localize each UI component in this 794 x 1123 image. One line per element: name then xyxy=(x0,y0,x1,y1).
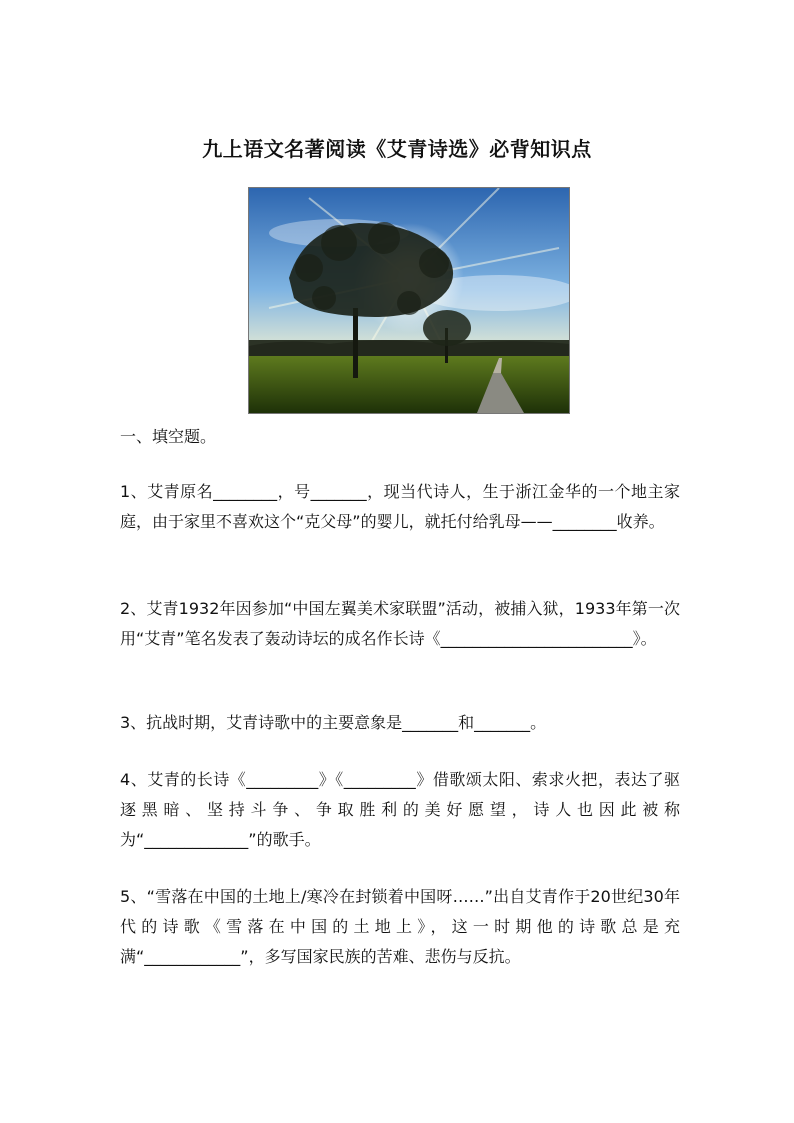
page-title: 九上语文名著阅读《艾青诗选》必背知识点 xyxy=(202,137,592,161)
question-3: 3、抗战时期，艾青诗歌中的主要意象是_______和_______。 xyxy=(120,713,547,732)
photo-illustration xyxy=(249,188,569,413)
question-2: 2、艾青1932年因参加“中国左翼美术家联盟”活动，被捕入狱，1933年第一次用“艾青”笔名发表了轰动诗坛的成名作长诗《________________________》。 xyxy=(120,599,680,648)
tree-sunlight-photo xyxy=(248,187,570,414)
question-4: 4、艾青的长诗《_________》《_________》借歌颂太阳、索求火把，表达了驱逐黑暗、坚持斗争、争取胜利的美好愿望，诗人也因此被称为“_____________”的歌手。 xyxy=(120,770,680,849)
section-heading: 一、填空题。 xyxy=(120,427,217,446)
question-5: 5、“雪落在中国的土地上/寒冷在封锁着中国呀……”出自艾青作于20世纪30年代的诗歌《雪落在中国的土地上》，这一时期他的诗歌总是充满“____________”，多写国家民族的苦难、悲伤与反抗。 xyxy=(120,887,680,966)
question-1: 1、艾青原名________，号_______，现当代诗人，生于浙江金华的一个地主家庭，由于家里不喜欢这个“克父母”的婴儿，就托付给乳母——________收养。 xyxy=(120,482,680,531)
